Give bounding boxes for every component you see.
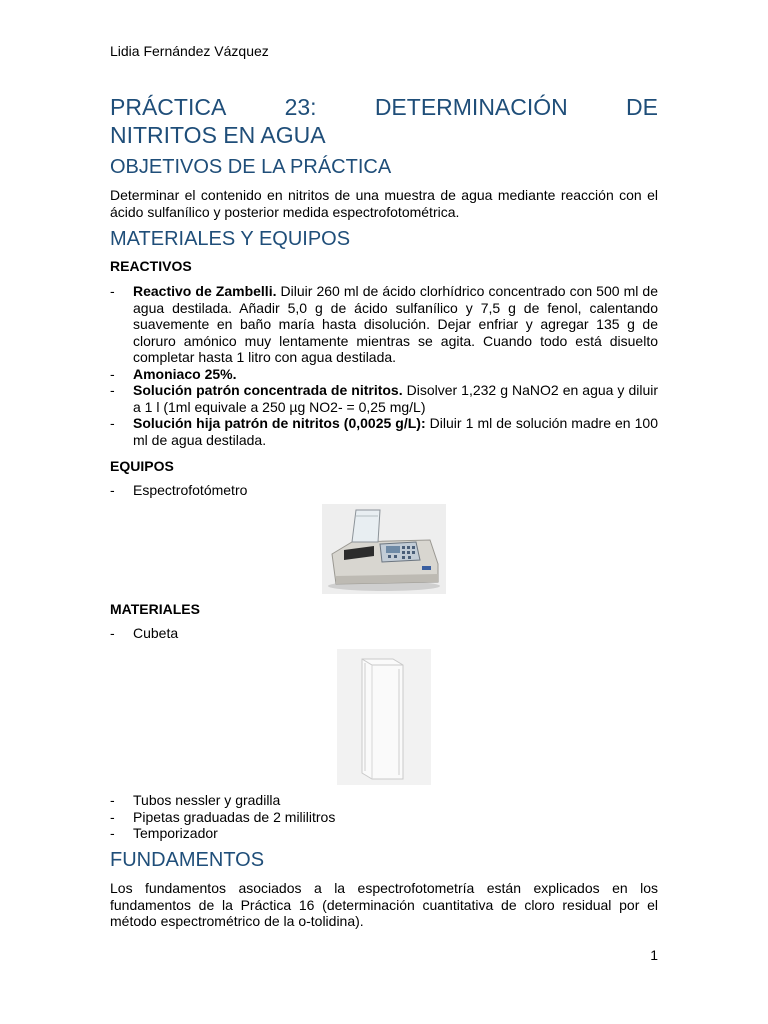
subheading-materiales: MATERIALES (110, 601, 200, 617)
reactivos-list (110, 283, 658, 448)
objetivos-text: Determinar el contenido en nitritos de una muestra de agua mediante reacción con el ácido sulfanílico y posterior medida espectrofotométrica. (110, 187, 658, 220)
list-item: - Pipetas graduadas de 2 mililitros (110, 809, 658, 826)
heading-fundamentos: FUNDAMENTOS (110, 849, 265, 871)
subheading-reactivos: REACTIVOS (110, 258, 192, 274)
list-item: - Espectrofotómetro (110, 482, 658, 499)
list-item: - Amoniaco 25%. (110, 366, 658, 383)
spectrophotometer-image (322, 504, 446, 594)
author-header: Lidia Fernández Vázquez (110, 43, 269, 59)
list-item: - Reactivo de Zambelli. Diluir 260 ml de ácido clorhídrico concentrado con 500 ml de agua destilada. Añadir 5,0 g de ácido sulfanílico y 7,5 g de fenol, calentando suavemente en baño maría hasta disolución. Dejar enfriar y agregar 135 g de cloruro amónico muy lentamente mientras se agita. Cuando todo está disuelto completar hasta 1 litro con agua destilada. (110, 283, 658, 366)
list-item: - Tubos nessler y gradilla (110, 792, 658, 809)
list-item: - Solución hija patrón de nitritos (0,0025 g/L): Diluir 1 ml de solución madre en 100 ml de agua destilada. (110, 415, 658, 448)
equipos-list (110, 482, 658, 499)
document-page (110, 0, 658, 1024)
document-title (110, 93, 658, 149)
list-item: - Cubeta (110, 625, 658, 642)
title-line-2: NITRITOS EN AGUA (110, 122, 326, 148)
list-item: - Temporizador (110, 825, 658, 842)
fundamentos-text: Los fundamentos asociados a la espectrofotometría están explicados en los fundamentos de la Práctica 16 (determinación cuantitativa de cloro residual por el método espectrométrico de la o-tolidina). (110, 880, 658, 929)
title-word: PRÁCTICA (110, 94, 227, 120)
title-word: 23: (284, 94, 317, 120)
page-number: 1 (650, 947, 658, 963)
heading-objetivos: OBJETIVOS DE LA PRÁCTICA (110, 156, 392, 178)
materiales-list-2 (110, 792, 658, 842)
heading-materiales-equipos: MATERIALES Y EQUIPOS (110, 228, 351, 250)
title-word: DETERMINACIÓN (374, 94, 568, 120)
title-word: DE (626, 94, 658, 120)
materiales-list-1 (110, 625, 658, 642)
cuvette-image (337, 649, 431, 785)
list-item: - Solución patrón concentrada de nitritos. Disolver 1,232 g NaNO2 en agua y diluir a 1 l (1ml equivale a 250 µg NO2- = 0,25 mg/L) (110, 382, 658, 415)
subheading-equipos: EQUIPOS (110, 458, 174, 474)
